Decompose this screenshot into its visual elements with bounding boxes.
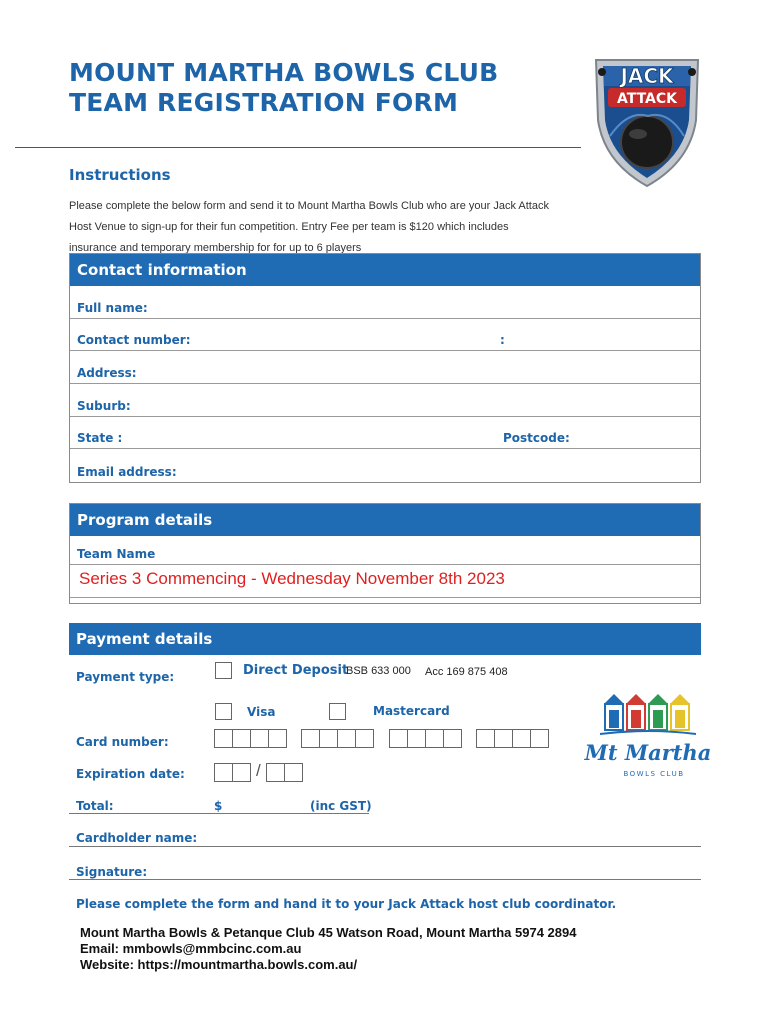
exp-digit[interactable] — [214, 763, 233, 782]
instructions-heading: Instructions — [69, 166, 171, 184]
logo-sub-text: BOWLS CLUB — [623, 770, 685, 778]
address-row — [70, 351, 700, 384]
state-row — [70, 417, 700, 450]
full-name-row — [70, 286, 700, 319]
full-name-label: Full name: — [77, 300, 148, 315]
total-label: Total: — [76, 799, 114, 813]
contact-number-field-2[interactable] — [510, 328, 690, 348]
series-row — [70, 565, 700, 598]
program-spacer-row — [70, 598, 700, 603]
card-number-label: Card number: — [76, 735, 169, 749]
logo-script-text: Mt Martha — [584, 740, 712, 765]
team-name-field[interactable] — [180, 542, 690, 562]
contact-number-label: Contact number: — [77, 333, 191, 348]
expiration-year[interactable] — [266, 763, 302, 782]
address-label: Address: — [77, 366, 137, 381]
cardholder-label: Cardholder name: — [76, 831, 198, 845]
card-digit[interactable] — [250, 729, 269, 748]
card-number-group-3[interactable] — [389, 729, 461, 748]
instructions-line-1: Please complete the below form and send it to Mount Martha Bowls Club who are your Jack Attack — [69, 200, 549, 212]
team-name-row — [70, 536, 700, 565]
mastercard-label: Mastercard — [373, 704, 450, 718]
title-line-2: TEAM REGISTRATION FORM — [69, 88, 459, 117]
payment-section — [69, 623, 701, 655]
instructions-line-3: insurance and temporary membership for for up to 6 players — [69, 242, 362, 254]
card-digit[interactable] — [268, 729, 287, 748]
card-number-group-4[interactable] — [476, 729, 548, 748]
card-digit[interactable] — [319, 729, 338, 748]
state-field[interactable] — [190, 426, 490, 446]
expiration-month[interactable] — [214, 763, 250, 782]
signature-underline[interactable] — [69, 879, 701, 880]
card-digit[interactable] — [494, 729, 513, 748]
form-title — [69, 58, 498, 118]
email-label: Email address: — [77, 465, 177, 480]
card-digit[interactable] — [407, 729, 426, 748]
address-field[interactable] — [190, 361, 690, 381]
visa-label: Visa — [247, 705, 276, 719]
contact-number-row — [70, 319, 700, 352]
card-digit[interactable] — [425, 729, 444, 748]
postcode-field[interactable] — [575, 426, 690, 446]
visa-checkbox[interactable] — [215, 703, 232, 720]
suburb-field[interactable] — [190, 394, 690, 414]
expiration-separator: / — [256, 761, 261, 780]
suburb-label: Suburb: — [77, 398, 131, 413]
title-line-1: MOUNT MARTHA BOWLS CLUB — [69, 58, 499, 87]
card-digit[interactable] — [512, 729, 531, 748]
full-name-field[interactable] — [220, 296, 690, 316]
contact-heading: Contact information — [70, 254, 700, 286]
mt-martha-logo — [584, 690, 712, 782]
footer-website: Website: https://mountmartha.bowls.com.au/ — [80, 957, 358, 972]
suburb-row — [70, 384, 700, 417]
payment-type-label: Payment type: — [76, 670, 175, 684]
total-underline — [69, 813, 369, 814]
footer-address: Mount Martha Bowls & Petanque Club 45 Watson Road, Mount Martha 5974 2894 — [80, 925, 577, 940]
exp-digit[interactable] — [266, 763, 285, 782]
card-digit[interactable] — [389, 729, 408, 748]
payment-note: Please complete the form and hand it to your Jack Attack host club coordinator. — [76, 897, 617, 911]
logo-word-attack: ATTACK — [616, 91, 678, 107]
email-row — [70, 449, 700, 482]
series-text: Series 3 Commencing - Wednesday November 8th 2023 — [79, 569, 505, 588]
contact-section — [69, 253, 701, 483]
exp-digit[interactable] — [232, 763, 251, 782]
card-digit[interactable] — [214, 729, 233, 748]
inc-gst-label: (inc GST) — [310, 799, 372, 813]
exp-digit[interactable] — [284, 763, 303, 782]
card-digit[interactable] — [476, 729, 495, 748]
team-name-label: Team Name — [77, 547, 156, 561]
bsb-text: BSB 633 000 — [346, 665, 411, 677]
contact-number-field[interactable] — [250, 328, 490, 348]
header-divider — [15, 147, 581, 148]
signature-label: Signature: — [76, 865, 148, 879]
card-digit[interactable] — [337, 729, 356, 748]
total-dollar: $ — [214, 799, 223, 813]
cardholder-underline[interactable] — [69, 846, 701, 847]
program-section — [69, 503, 701, 604]
expiration-date-label: Expiration date: — [76, 767, 185, 781]
postcode-label: Postcode: — [503, 431, 570, 446]
card-digit[interactable] — [232, 729, 251, 748]
instructions-text — [69, 196, 599, 259]
program-heading: Program details — [70, 504, 700, 536]
card-number-group-1[interactable] — [214, 729, 286, 748]
acc-text: Acc 169 875 408 — [425, 666, 508, 678]
state-label: State : — [77, 431, 123, 446]
logo-word-jack: JACK — [620, 64, 674, 88]
direct-deposit-checkbox[interactable] — [215, 662, 232, 679]
contact-number-colon: : — [500, 333, 505, 348]
card-number-group-2[interactable] — [301, 729, 373, 748]
payment-heading: Payment details — [69, 623, 701, 655]
direct-deposit-label: Direct Deposit — [243, 663, 349, 678]
mastercard-checkbox[interactable] — [329, 703, 346, 720]
footer-email: Email: mmbowls@mmbcinc.com.au — [80, 941, 302, 956]
jack-attack-logo — [588, 50, 706, 190]
card-digit[interactable] — [530, 729, 549, 748]
card-digit[interactable] — [355, 729, 374, 748]
email-field[interactable] — [190, 460, 690, 480]
instructions-line-2: Host Venue to sign-up for their fun competition. Entry Fee per team is $120 which includes — [69, 221, 509, 233]
card-digit[interactable] — [443, 729, 462, 748]
card-digit[interactable] — [301, 729, 320, 748]
